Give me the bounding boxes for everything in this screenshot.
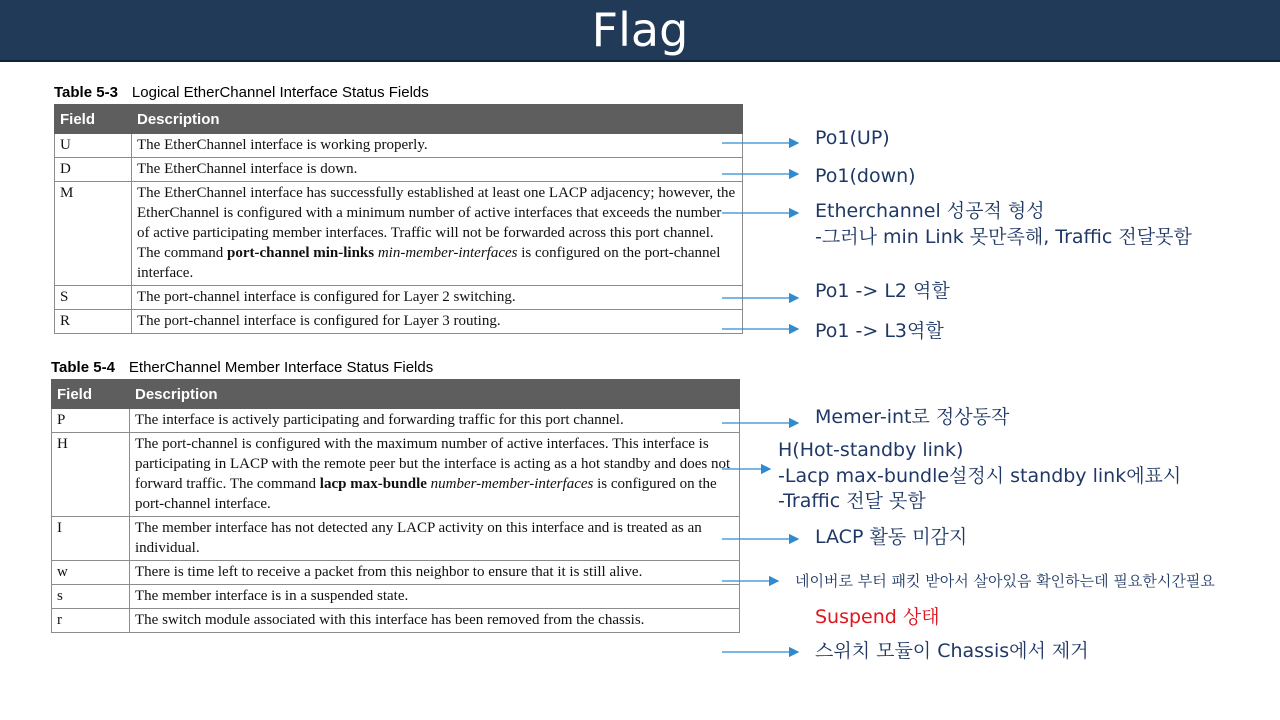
slide-title: Flag — [591, 3, 689, 57]
annotation-r: Po1 -> L3역할 — [815, 320, 944, 342]
table1-header-description: Description — [132, 105, 743, 134]
description-cell: The port-channel interface is configured for Layer 2 switching. — [132, 286, 743, 310]
description-cell: The port-channel is configured with the maximum number of active interfaces. This interface is participating in LACP with the remote peer but the interface is acting as a hot standby and does not forward traffic. The command lacp max-bundle number-member-interfaces is configured on the port-channel interface. — [130, 433, 740, 517]
table1-header-field: Field — [55, 105, 132, 134]
description-cell: The member interface is in a suspended state. — [130, 585, 740, 609]
field-cell: r — [52, 609, 130, 633]
description-cell: The EtherChannel interface is working properly. — [132, 134, 743, 158]
annotation-d: Po1(down) — [815, 165, 916, 187]
table2-title: EtherChannel Member Interface Status Fields — [128, 359, 434, 376]
field-cell: w — [52, 561, 130, 585]
annotation-r-member: 스위치 모듈이 Chassis에서 제거 — [815, 640, 1089, 662]
annotation-i: LACP 활동 미감지 — [815, 526, 968, 548]
description-cell: The switch module associated with this interface has been removed from the chassis. — [130, 609, 740, 633]
field-cell: U — [55, 134, 132, 158]
table2-header-field: Field — [52, 380, 130, 409]
annotation-s: Po1 -> L2 역할 — [815, 280, 950, 302]
field-cell: R — [55, 310, 132, 334]
description-cell: The EtherChannel interface has successfully established at least one LACP adjacency; however, the EtherChannel is configured with a minimum number of active interfaces that exceeds the number of active participating member interfaces. Traffic will not be forwarded across this port channel. The command port-channel min-links min-member-interfaces is configured on the port-channel interface. — [132, 182, 743, 286]
annotation-u: Po1(UP) — [815, 127, 890, 149]
description-cell: The port-channel interface is configured for Layer 3 routing. — [132, 310, 743, 334]
table1-title: Logical EtherChannel Interface Status Fields — [131, 84, 429, 101]
description-cell: The interface is actively participating and forwarding traffic for this port channel. — [130, 409, 740, 433]
field-cell: P — [52, 409, 130, 433]
field-cell: H — [52, 433, 130, 517]
annotation-s-member: Suspend 상태 — [815, 606, 940, 628]
field-cell: S — [55, 286, 132, 310]
table2-number: Table 5-4 — [51, 359, 115, 376]
description-cell: There is time left to receive a packet from this neighbor to ensure that it is still alive. — [130, 561, 740, 585]
description-cell: The EtherChannel interface is down. — [132, 158, 743, 182]
field-cell: M — [55, 182, 132, 286]
field-cell: I — [52, 517, 130, 561]
annotation-h-line1: H(Hot-standby link) — [778, 439, 964, 461]
field-cell: D — [55, 158, 132, 182]
annotation-h-line2: -Lacp max-bundle설정시 standby link에표시 — [778, 465, 1182, 487]
annotation-m-line2: -그러나 min Link 못만족해, Traffic 전달못함 — [815, 226, 1192, 248]
description-cell: The member interface has not detected any LACP activity on this interface and is treated as an individual. — [130, 517, 740, 561]
table1-number: Table 5-3 — [54, 84, 118, 101]
annotation-m-line1: Etherchannel 성공적 형성 — [815, 200, 1045, 222]
annotation-w: 네이버로 부터 패킷 받아서 살아있음 확인하는데 필요한시간필요 — [795, 572, 1215, 590]
annotation-h-line3: -Traffic 전달 못함 — [778, 490, 926, 512]
table2-header-description: Description — [130, 380, 740, 409]
annotation-p: Memer-int로 정상동작 — [815, 406, 1010, 428]
field-cell: s — [52, 585, 130, 609]
